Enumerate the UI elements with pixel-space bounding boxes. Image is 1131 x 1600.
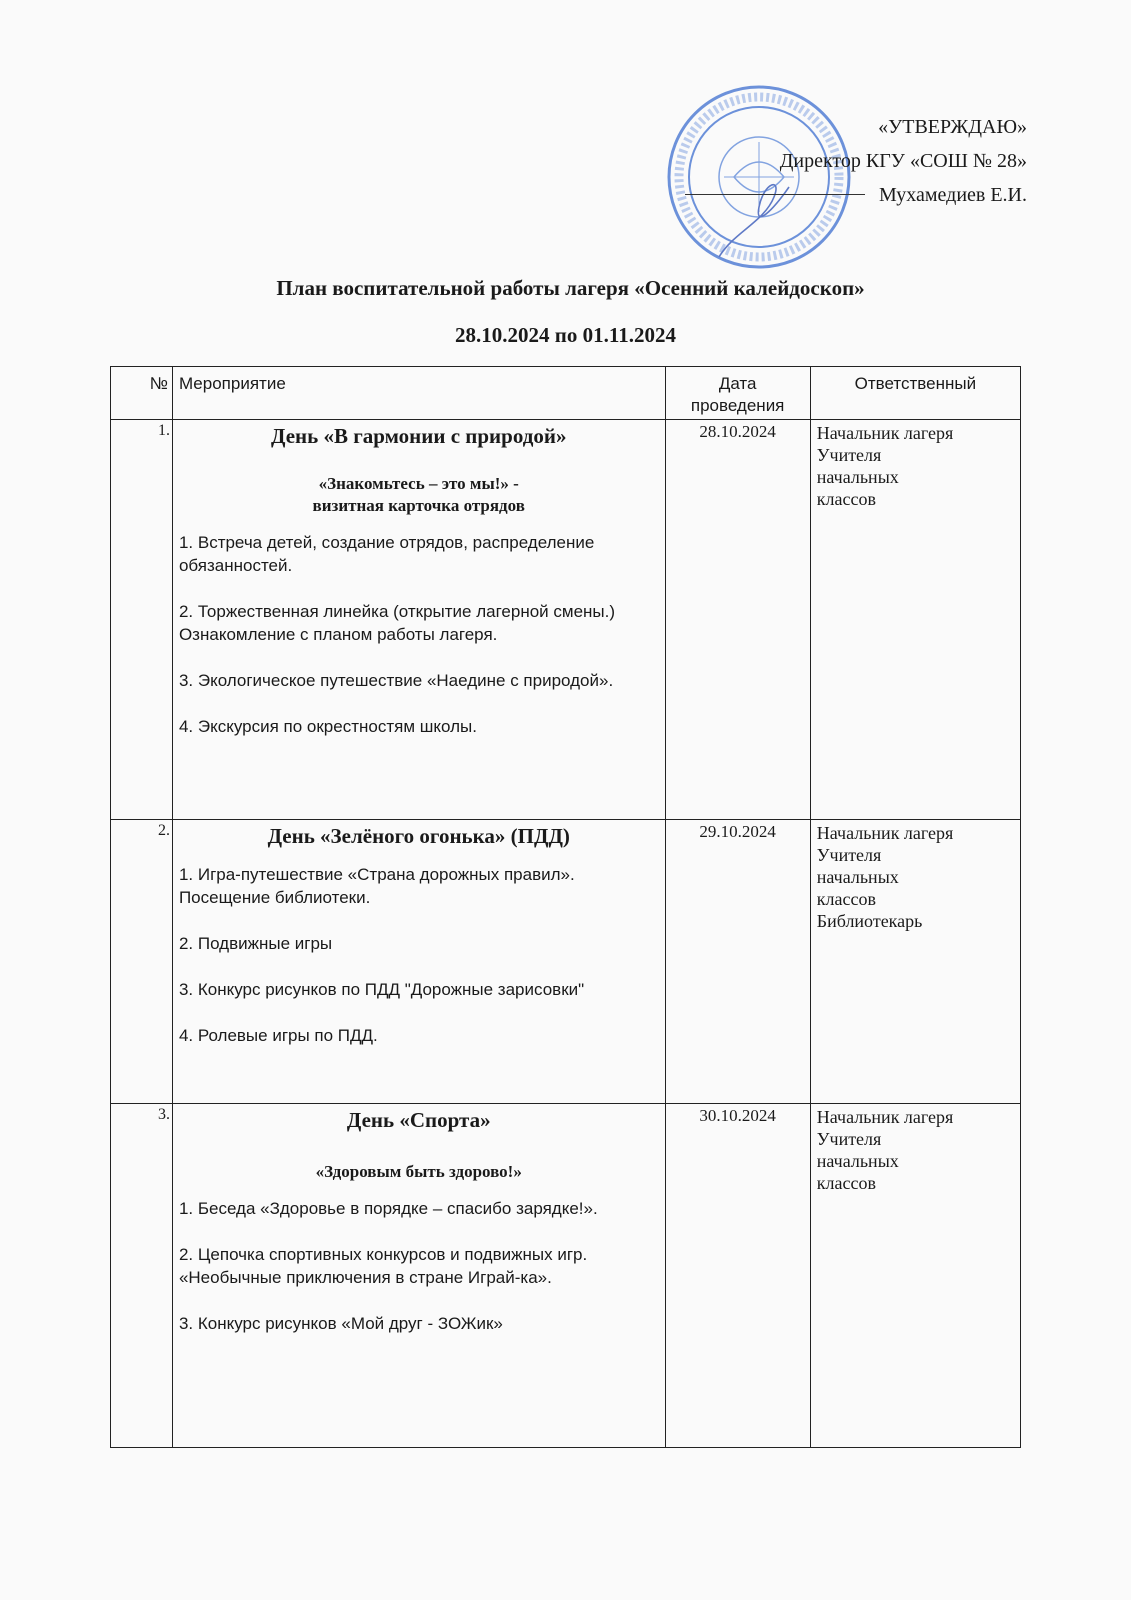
document-title: План воспитательной работы лагеря «Осенний калейдоскоп» <box>276 276 865 300</box>
day-subtitle: визитная карточка отрядов <box>312 496 525 515</box>
activity-item: 4. Ролевые игры по ПДД. <box>178 1026 378 1045</box>
responsible-line: Учителя <box>816 445 882 465</box>
row-date: 28.10.2024 <box>665 420 810 820</box>
responsible-line: классов <box>816 489 876 509</box>
responsible-line: начальных <box>816 467 899 487</box>
column-header-responsible: Ответственный <box>810 367 1020 420</box>
table-header-row <box>111 367 1021 420</box>
signature-line <box>685 194 865 195</box>
responsible-line: начальных <box>816 867 899 887</box>
document-dates: 28.10.2024 по 01.11.2024 <box>455 323 676 347</box>
responsible-line: Учителя <box>816 845 882 865</box>
activity-item: 2. Торжественная линейка (открытие лагерной смены.) Ознакомление с планом работы лагеря. <box>178 602 616 644</box>
row-date: 30.10.2024 <box>665 1104 810 1448</box>
day-title: День «В гармонии с природой» <box>271 424 567 448</box>
plan-table <box>110 366 1021 1448</box>
responsible-line: Учителя <box>816 1129 882 1149</box>
activity-item: 3. Конкурс рисунков «Мой друг - ЗОЖик» <box>178 1314 503 1333</box>
row-responsible <box>810 820 1020 1104</box>
responsible-line: Начальник лагеря <box>816 423 954 443</box>
activity-item: 1. Встреча детей, создание отрядов, распределение обязанностей. <box>178 533 595 575</box>
table-row <box>111 420 1021 820</box>
column-header-activity: Мероприятие <box>172 367 665 420</box>
activity-item: 2. Подвижные игры <box>178 934 333 953</box>
activity-item: 4. Экскурсия по окрестностям школы. <box>178 717 477 736</box>
column-header-number: № <box>111 367 173 420</box>
approval-signature-row <box>685 178 1027 212</box>
activity-item: 3. Экологическое путешествие «Наедине с природой». <box>178 671 614 690</box>
table-row <box>111 820 1021 1104</box>
activity-item: 1. Беседа «Здоровье в порядке – спасибо зарядке!». <box>178 1199 598 1218</box>
approval-block <box>685 110 1027 212</box>
day-subtitle: «Здоровым быть здорово!» <box>315 1162 522 1181</box>
approval-position: Директор КГУ «СОШ № 28» <box>779 150 1027 172</box>
responsible-line: классов <box>816 1173 876 1193</box>
row-responsible <box>810 1104 1020 1448</box>
day-title: День «Спорта» <box>346 1108 491 1132</box>
approval-title: «УТВЕРЖДАЮ» <box>878 116 1027 138</box>
activity-item: 1. Игра-путешествие «Страна дорожных правил». Посещение библиотеки. <box>178 865 575 907</box>
table-row <box>111 1104 1021 1448</box>
row-responsible <box>810 420 1020 820</box>
row-number: 3. <box>111 1104 173 1448</box>
row-activity <box>172 1104 665 1448</box>
responsible-line: Начальник лагеря <box>816 1107 954 1127</box>
responsible-line: Библиотекарь <box>816 911 923 931</box>
column-header-date: Дата проведения <box>665 367 810 420</box>
day-subtitle: «Знакомьтесь – это мы!» - <box>318 474 519 493</box>
activity-item: 3. Конкурс рисунков по ПДД "Дорожные зарисовки" <box>178 980 585 999</box>
day-title: День «Зелёного огонька» (ПДД) <box>267 824 570 848</box>
responsible-line: Начальник лагеря <box>816 823 954 843</box>
activity-item: 2. Цепочка спортивных конкурсов и подвижных игр. «Необычные приключения в стране Играй-ка». <box>178 1245 588 1287</box>
row-date: 29.10.2024 <box>665 820 810 1104</box>
row-number: 2. <box>111 820 173 1104</box>
row-number: 1. <box>111 420 173 820</box>
row-activity <box>172 420 665 820</box>
responsible-line: начальных <box>816 1151 899 1171</box>
row-activity <box>172 820 665 1104</box>
approval-name: Мухамедиев Е.И. <box>878 184 1027 206</box>
responsible-line: классов <box>816 889 876 909</box>
